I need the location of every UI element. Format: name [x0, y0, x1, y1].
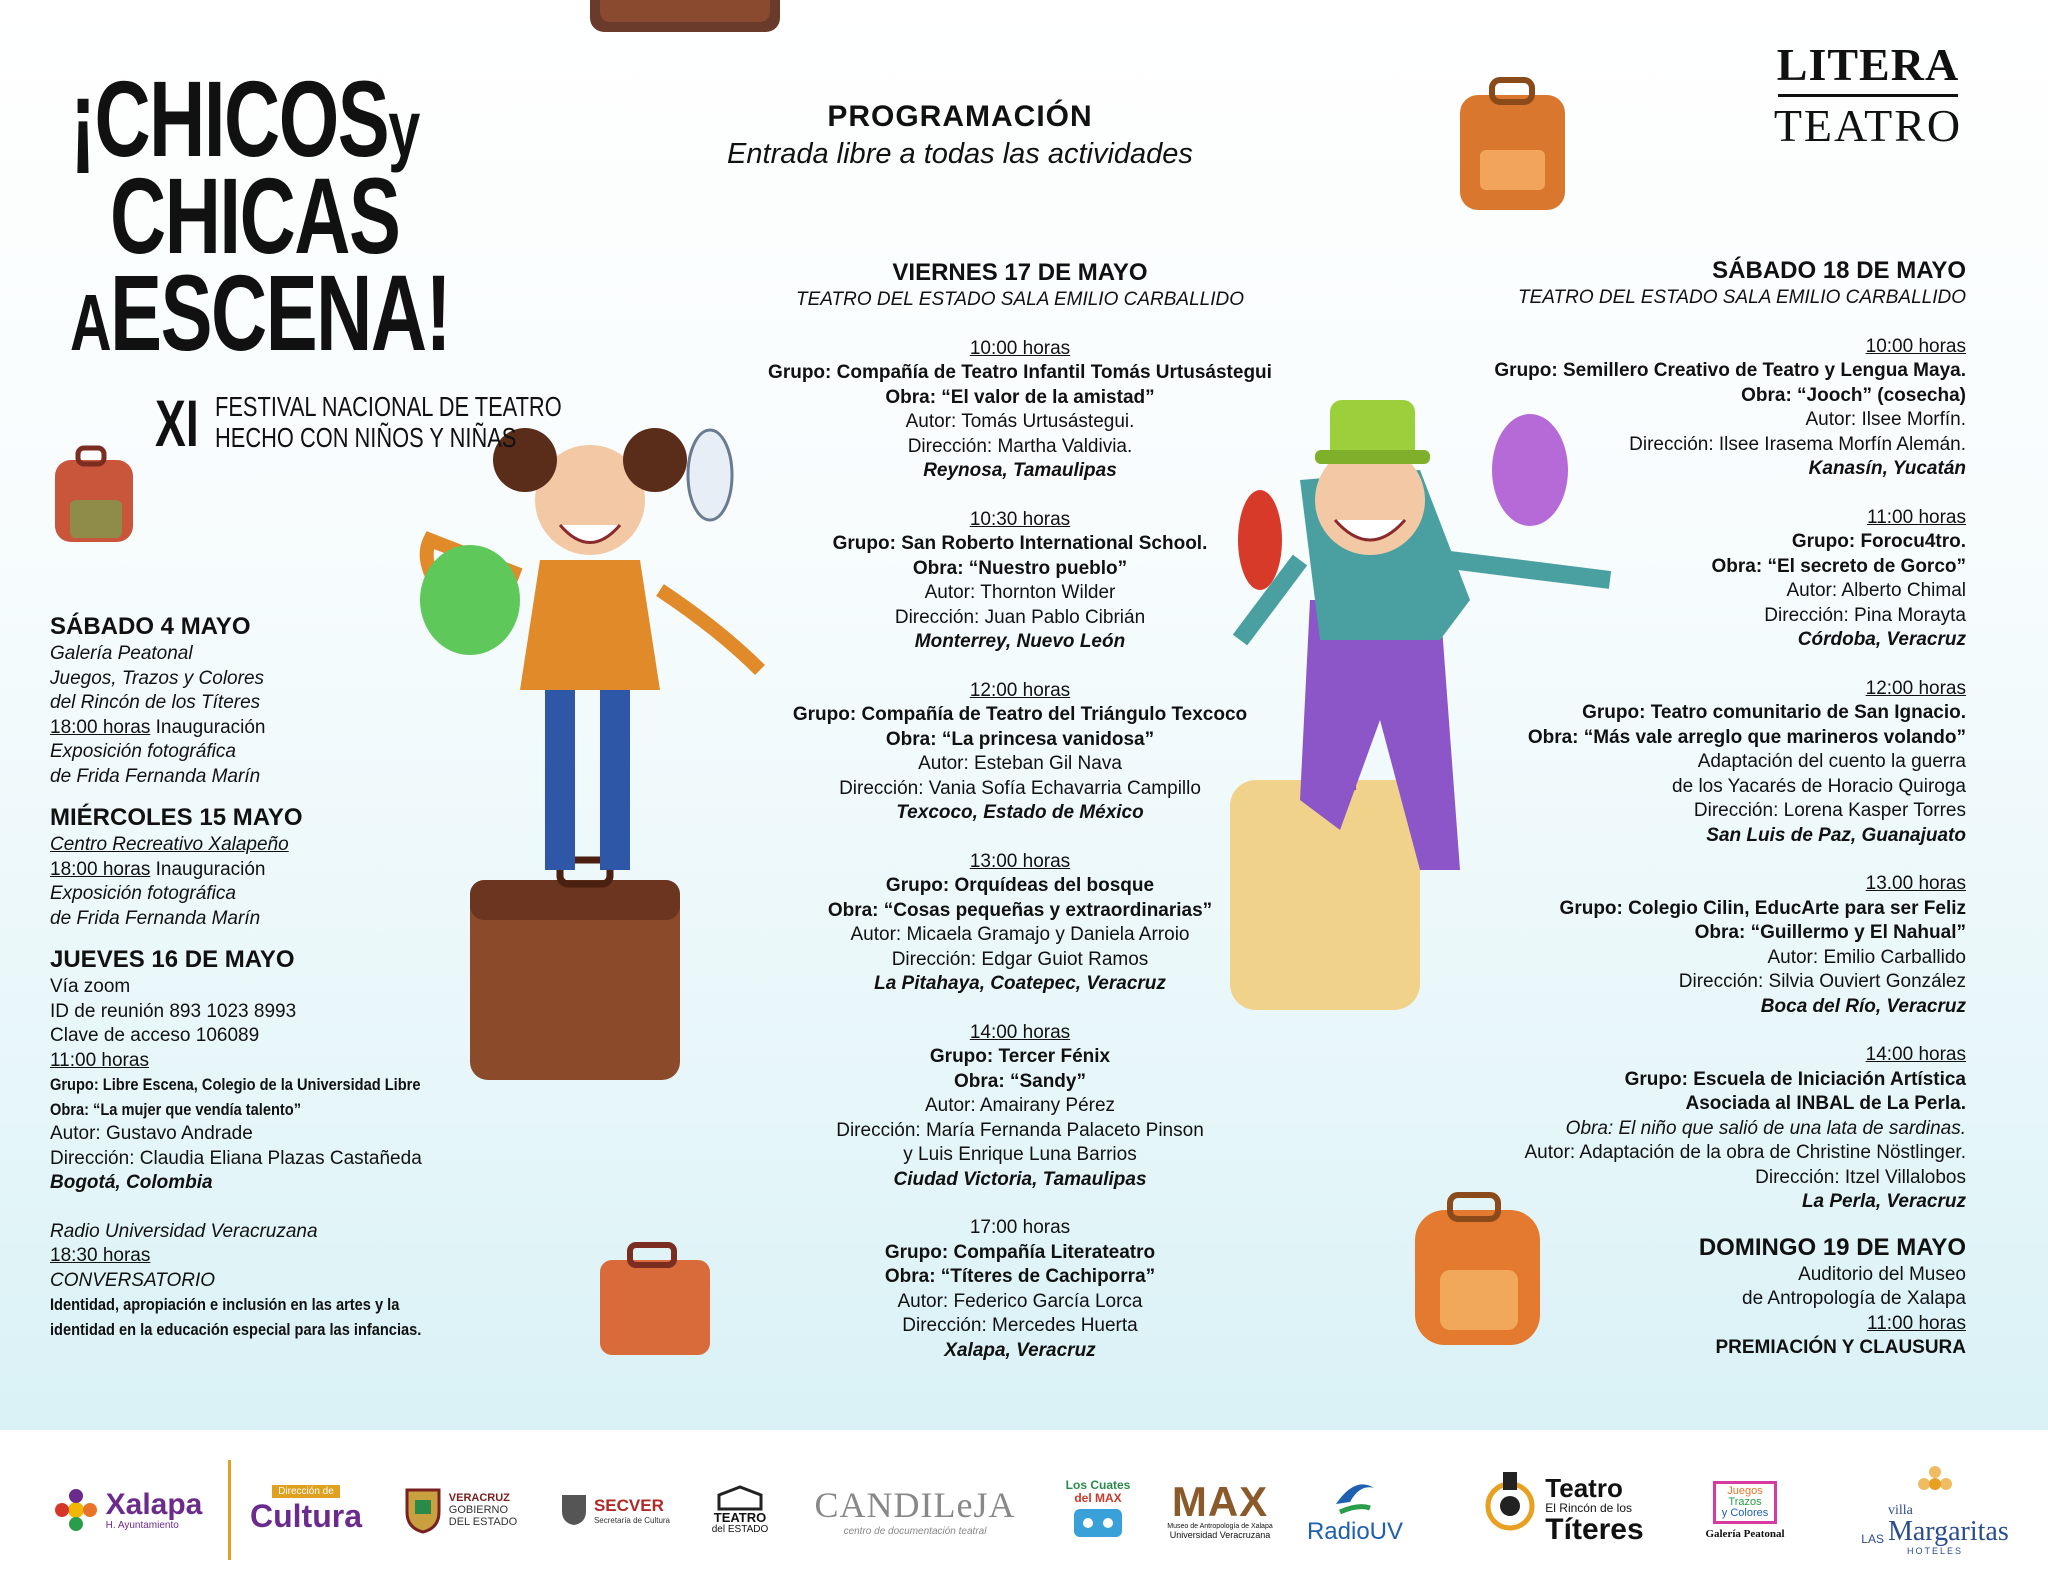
- event-line: Exposición fotográfica: [50, 741, 236, 762]
- secver-text: SECVER: [593, 1495, 664, 1515]
- director-line: Dirección: Vania Sofía Echavarria Campillo: [839, 777, 1201, 799]
- las-text: LAS: [1861, 1532, 1884, 1546]
- author-line: Autor: Gustavo Andrade: [50, 1123, 253, 1144]
- juegos-text-1: Juegos: [1727, 1484, 1763, 1497]
- group-line: Grupo: Teatro comunitario de San Ignacio.: [1582, 702, 1966, 723]
- teatro-estado-text-2: del ESTADO: [711, 1524, 769, 1535]
- day-heading: VIERNES 17 DE MAYO: [892, 259, 1148, 286]
- juegos-text-2: Trazos: [1728, 1495, 1762, 1508]
- time-text: 14:00 horas: [1865, 1044, 1966, 1065]
- author-line-2: de los Yacarés de Horacio Quiroga: [1672, 775, 1966, 797]
- margarita-flower-icon: [1915, 1464, 1955, 1504]
- author-line: Autor: Ilsee Morfín.: [1805, 409, 1966, 430]
- cultura-top: Dirección de: [272, 1485, 340, 1498]
- director-line: Dirección: Lorena Kasper Torres: [1693, 800, 1966, 821]
- place-line: Bogotá, Colombia: [50, 1172, 213, 1193]
- day-heading: SÁBADO 4 MAYO: [50, 613, 251, 640]
- author-line: Autor: Emilio Carballido: [1767, 946, 1966, 968]
- time-text: 18:00 horas: [50, 858, 151, 880]
- candileja-subtext: centro de documentación teatral: [843, 1525, 987, 1537]
- candileja-logo: [800, 1460, 1030, 1560]
- radio-time: 18:30 horas: [50, 1245, 151, 1266]
- group-line-2: Asociada al INBAL de La Perla.: [1685, 1093, 1966, 1114]
- author-line: Autor: Esteban Gil Nava: [918, 753, 1122, 774]
- place-line: La Pitahaya, Coatepec, Veracruz: [874, 973, 1166, 994]
- villa-las-margaritas-logo: [1845, 1460, 2025, 1560]
- galeria-text: Galería Peatonal: [1705, 1527, 1785, 1540]
- event-line: Exposición fotográfica: [50, 883, 236, 904]
- venue-line: del Rincón de los Títeres: [50, 692, 261, 713]
- time-text: 17:00 horas: [969, 1217, 1071, 1238]
- director-line: Dirección: Claudia Eliana Plazas Castañeda: [50, 1147, 422, 1169]
- margaritas-text: Margaritas: [1887, 1516, 2009, 1547]
- play-line: Obra: “Títeres de Cachiporra”: [884, 1266, 1156, 1287]
- festival-subtitle: [155, 385, 575, 461]
- xalapa-subtext: H. Ayuntamiento: [105, 1519, 179, 1531]
- sabado-18-schedule: [1390, 256, 1966, 1361]
- event-block: [720, 337, 1320, 484]
- closing-line: PREMIACIÓN Y CLAUSURA: [1715, 1337, 1966, 1358]
- puppet-figure-icon: [1481, 1470, 1539, 1550]
- group-line: Grupo: Colegio Cilin, EducArte para ser Feliz: [1559, 897, 1966, 919]
- radio-uv-icon: [1330, 1474, 1380, 1518]
- spacer: [50, 1196, 490, 1220]
- event-block: [720, 679, 1320, 826]
- play-line: Obra: “Sandy”: [954, 1070, 1086, 1092]
- play-line: Obra: “La princesa vanidosa”: [885, 728, 1155, 750]
- time-text: 18:00 horas: [50, 716, 151, 738]
- place-line: Boca del Río, Veracruz: [1760, 995, 1966, 1017]
- xalapa-flower-icon: [54, 1488, 98, 1532]
- group-line: Grupo: Libre Escena, Colegio de la Universidad Libre: [50, 1075, 421, 1094]
- titeres-text-3: Títeres: [1545, 1513, 1644, 1546]
- max-text: MAX: [1171, 1477, 1269, 1525]
- festival-line-1: FESTIVAL NACIONAL DE TEATRO: [215, 391, 562, 423]
- venue-line: Juegos, Trazos y Colores: [50, 667, 265, 689]
- play-line: Obra: “Nuestro pueblo”: [912, 557, 1128, 579]
- time-text: 14:00 horas: [969, 1021, 1071, 1043]
- teatro-titeres-logo: [1465, 1460, 1660, 1560]
- place-line: San Luis de Paz, Guanajuato: [1706, 824, 1966, 846]
- veracruz-text-3: DEL ESTADO: [448, 1516, 518, 1529]
- section-sabado-4: [50, 612, 490, 789]
- backpack-left-illustration: [55, 448, 133, 542]
- veracruz-shield-icon: [403, 1486, 443, 1534]
- venue-line: de Antropología de Xalapa: [1742, 1288, 1966, 1309]
- play-line: Obra: “El secreto de Gorco”: [1711, 555, 1966, 577]
- place-line: Monterrey, Nuevo León: [914, 631, 1126, 652]
- time-line: [50, 858, 490, 883]
- xalapa-text: Xalapa: [105, 1487, 203, 1521]
- group-line: Grupo: Compañía de Teatro Infantil Tomás Urtusástegui: [768, 362, 1272, 383]
- director-line: Dirección: Mercedes Huerta: [902, 1315, 1138, 1336]
- director-line: Dirección: Martha Valdivia.: [907, 435, 1133, 457]
- cultura-text: Cultura: [250, 1498, 362, 1534]
- group-line: Grupo: Semillero Creativo de Teatro y Lengua Maya.: [1494, 360, 1966, 381]
- program-header: [640, 100, 1280, 171]
- group-line: Grupo: Orquídeas del bosque: [885, 875, 1155, 896]
- event-block: [1390, 872, 1966, 1019]
- program-title: PROGRAMACIÓN: [827, 100, 1093, 133]
- event-block: [1390, 335, 1966, 482]
- info-line: ID de reunión 893 1023 8993: [50, 1000, 297, 1022]
- event-block: [720, 1216, 1320, 1363]
- litera-logo-bottom: TEATRO: [1773, 100, 1963, 151]
- time-text: 13.00 horas: [1865, 873, 1966, 894]
- event-block: [720, 508, 1320, 655]
- titeres-text-1: Teatro: [1545, 1473, 1623, 1503]
- candileja-text: CANDILeJA: [814, 1484, 1016, 1525]
- section-miercoles-15: [50, 803, 490, 931]
- cultura-logo: [228, 1460, 381, 1560]
- program-subtitle: Entrada libre a todas las actividades: [727, 138, 1193, 170]
- time-suffix: Inauguración: [150, 858, 266, 880]
- galeria-peatonal-logo: [1690, 1460, 1800, 1560]
- time-text: 11:00 horas: [50, 1049, 149, 1071]
- topic-line: identidad en la educación especial para las infancias.: [50, 1319, 422, 1339]
- xalapa-logo: [38, 1460, 218, 1560]
- title-line-3: [70, 252, 451, 374]
- day-heading: SÁBADO 18 DE MAYO: [1712, 257, 1966, 284]
- time-text: 13:00 horas: [969, 850, 1071, 872]
- group-line: Grupo: Compañía de Teatro del Triángulo Texcoco: [792, 704, 1248, 725]
- time-text: 10:00 horas: [1865, 335, 1966, 357]
- author-line: Autor: Thornton Wilder: [924, 582, 1116, 603]
- place-line: La Perla, Veracruz: [1801, 1191, 1966, 1212]
- place-line: Kanasín, Yucatán: [1808, 458, 1966, 479]
- radio-type: CONVERSATORIO: [50, 1269, 216, 1291]
- poster-title: [70, 58, 530, 374]
- max-museum-logo: [1155, 1460, 1285, 1560]
- suitcase-top-illustration: [590, 0, 780, 32]
- edition-number: XI: [155, 386, 199, 460]
- festival-line-2: HECHO CON NIÑOS Y NIÑAS: [215, 422, 517, 453]
- play-line: Obra: “Guillermo y El Nahual”: [1694, 922, 1966, 943]
- title-line-2: [110, 155, 412, 277]
- festival-text: [215, 392, 562, 454]
- max-subtext: Museo de Antropología de Xalapa: [1167, 1522, 1273, 1530]
- title-line-1: [70, 58, 419, 179]
- veracruz-logo: [395, 1460, 525, 1560]
- director-line: Dirección: Ilsee Irasema Morfín Alemán.: [1629, 433, 1966, 455]
- event-block: [720, 1021, 1320, 1193]
- info-line: Vía zoom: [50, 976, 131, 997]
- radio-uv-text: RadioUV: [1306, 1518, 1404, 1545]
- time-text: 10:00 horas: [969, 337, 1071, 359]
- time-text: 11:00 horas: [1867, 506, 1966, 528]
- event-block: [720, 850, 1320, 997]
- time-line: [50, 716, 490, 741]
- domingo-block: [1390, 1233, 1966, 1361]
- play-line: Obra: “Cosas pequeñas y extraordinarias”: [827, 899, 1213, 921]
- author-line: Autor: Micaela Gramajo y Daniela Arroio: [850, 924, 1190, 945]
- event-line: de Frida Fernanda Marín: [50, 765, 261, 787]
- villa-text: villa: [1887, 1503, 1913, 1518]
- director-line: Dirección: Edgar Guiot Ramos: [891, 948, 1149, 970]
- cuates-mascot-icon: [1070, 1505, 1126, 1541]
- titeres-text-2: El Rincón de los: [1545, 1501, 1633, 1515]
- suitcase-bottom-left-illustration: [600, 1245, 710, 1355]
- radio-uv-logo: [1305, 1460, 1405, 1560]
- litera-teatro-logo: [1768, 39, 1968, 151]
- litera-logo-top: LITERA: [1776, 39, 1960, 90]
- group-line: Grupo: Escuela de Iniciación Artística: [1624, 1068, 1966, 1090]
- group-line: Grupo: Compañía Literateatro: [884, 1241, 1156, 1263]
- group-line: Grupo: San Roberto International School.: [832, 533, 1208, 554]
- topic-line: Identidad, apropiación e inclusión en las artes y la: [50, 1295, 400, 1314]
- info-line: Clave de acceso 106089: [50, 1025, 260, 1046]
- author-line: Adaptación del cuento la guerra: [1697, 751, 1966, 772]
- left-column-schedule: [50, 612, 490, 1342]
- juegos-frame: [1713, 1481, 1777, 1524]
- secver-logo: [555, 1460, 675, 1560]
- author-line: Autor: Tomás Urtusástegui.: [905, 411, 1135, 432]
- title-y: y: [388, 84, 419, 173]
- director-line: Dirección: Pina Morayta: [1764, 604, 1966, 626]
- venue-line: Auditorio del Museo: [1798, 1263, 1966, 1285]
- cuates-text-2: del MAX: [1074, 1490, 1122, 1505]
- title-chicas: CHICAS: [110, 155, 400, 277]
- hoteles-text: HOTELES: [1906, 1546, 1963, 1556]
- day-heading: MIÉRCOLES 15 MAYO: [50, 804, 303, 831]
- play-line: Obra: “El valor de la amistad”: [885, 386, 1155, 408]
- author-line: Autor: Amairany Pérez: [924, 1095, 1116, 1116]
- theater-building-icon: [715, 1485, 765, 1511]
- place-line: Córdoba, Veracruz: [1797, 629, 1966, 650]
- place-line: Xalapa, Veracruz: [944, 1339, 1096, 1361]
- venue-line: Centro Recreativo Xalapeño: [50, 834, 289, 855]
- title-escena: ESCENA!: [110, 252, 451, 374]
- place-line: Ciudad Victoria, Tamaulipas: [893, 1168, 1147, 1190]
- time-suffix: Inauguración: [150, 716, 266, 738]
- secver-subtext: Secretaría de Cultura: [593, 1515, 671, 1525]
- time-text: 11:00 horas: [1867, 1312, 1966, 1334]
- veracruz-text: VERACRUZ: [448, 1491, 510, 1504]
- play-line: Obra: “La mujer que vendía talento”: [50, 1099, 302, 1119]
- director-line-2: y Luis Enrique Luna Barrios: [903, 1144, 1137, 1165]
- litera-logo-rule: [1778, 94, 1958, 97]
- author-line: Autor: Alberto Chimal: [1786, 580, 1966, 601]
- day-heading: JUEVES 16 DE MAYO: [50, 946, 295, 973]
- teatro-del-estado-logo: [700, 1460, 780, 1560]
- venue-line: TEATRO DEL ESTADO SALA EMILIO CARBALLIDO: [795, 289, 1245, 310]
- venue-line: Galería Peatonal: [50, 643, 193, 664]
- juegos-text-3: y Colores: [1721, 1506, 1769, 1519]
- veracruz-text-2: GOBIERNO: [448, 1503, 509, 1516]
- play-line: Obra: “Jooch” (cosecha): [1741, 384, 1966, 406]
- play-line: Obra: El niño que salió de una lata de sardinas.: [1565, 1117, 1966, 1139]
- title-a: A: [70, 278, 111, 368]
- author-line: Autor: Adaptación de la obra de Christine Nöstlinger.: [1524, 1142, 1966, 1163]
- cuates-del-max-logo: [1058, 1460, 1138, 1560]
- director-line: Dirección: Itzel Villalobos: [1755, 1166, 1966, 1188]
- viernes-schedule: [720, 258, 1320, 1363]
- event-block: [1390, 1043, 1966, 1215]
- play-line: Obra: “Más vale arreglo que marineros volando”: [1527, 726, 1966, 748]
- director-line: Dirección: Silvia Ouviert González: [1678, 971, 1966, 992]
- teatro-estado-text: TEATRO: [713, 1510, 767, 1525]
- time-text: 12:00 horas: [969, 679, 1071, 701]
- radio-line: Radio Universidad Veracruzana: [50, 1220, 318, 1242]
- group-line: Grupo: Forocu4tro.: [1791, 531, 1966, 552]
- director-line: Dirección: Juan Pablo Cibrián: [894, 606, 1146, 628]
- place-line: Texcoco, Estado de México: [896, 802, 1144, 823]
- max-subtext-2: Universidad Veracruzana: [1169, 1529, 1271, 1540]
- author-line: Autor: Federico García Lorca: [897, 1290, 1143, 1312]
- bag-top-right-illustration: [1460, 80, 1565, 210]
- time-text: 10:30 horas: [969, 508, 1071, 530]
- director-line: Dirección: María Fernanda Palaceto Pinson: [836, 1119, 1204, 1141]
- event-line: de Frida Fernanda Marín: [50, 907, 261, 929]
- section-jueves-16: [50, 945, 490, 1342]
- group-line: Grupo: Tercer Fénix: [929, 1046, 1111, 1067]
- time-text: 12:00 horas: [1865, 677, 1966, 699]
- venue-line: TEATRO DEL ESTADO SALA EMILIO CARBALLIDO: [1517, 287, 1966, 308]
- event-block: [1390, 506, 1966, 653]
- cuates-text: Los Cuates: [1065, 1477, 1131, 1492]
- place-line: Reynosa, Tamaulipas: [923, 460, 1117, 481]
- secver-shield-icon: [560, 1493, 588, 1527]
- title-chicos: ¡CHICOS: [70, 58, 389, 179]
- day-heading: DOMINGO 19 DE MAYO: [1698, 1233, 1966, 1261]
- event-block: [1390, 677, 1966, 849]
